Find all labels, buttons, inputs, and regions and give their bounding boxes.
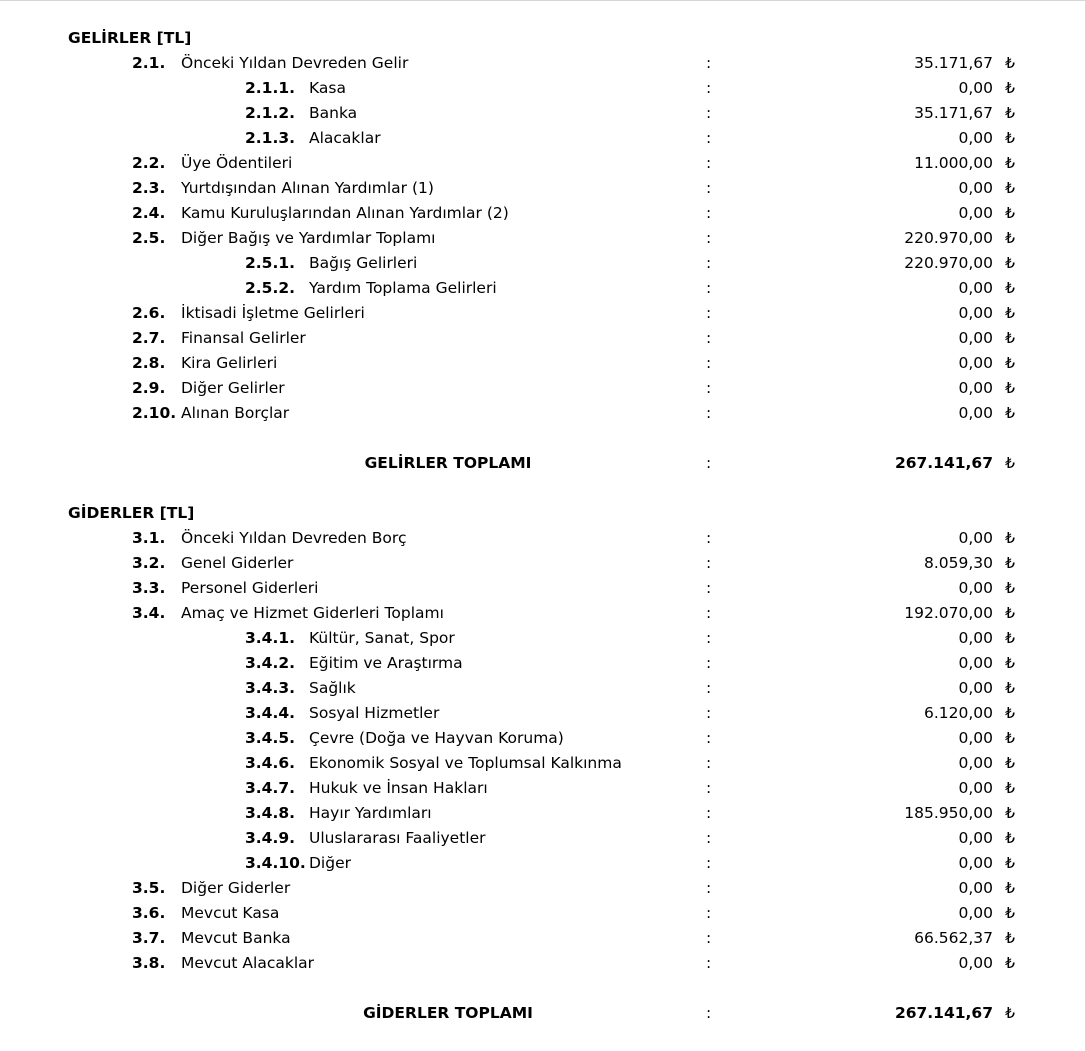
income-item-amount: 0,00	[958, 204, 993, 222]
expense-item-label: Hukuk ve İnsan Hakları	[309, 779, 488, 797]
expense-item-amount: 0,00	[958, 529, 993, 547]
income-item-label: Bağış Gelirleri	[309, 254, 418, 272]
expense-line-item	[0, 551, 1086, 576]
expense-item-amount: 192.070,00	[904, 604, 993, 622]
income-line-item	[0, 201, 1086, 226]
income-line-item	[0, 351, 1086, 376]
income-section-heading: GELİRLER [TL]	[68, 29, 192, 47]
income-item-amount: 11.000,00	[914, 154, 993, 172]
colon-separator: :	[706, 404, 712, 422]
lira-currency-symbol: ₺	[1005, 404, 1015, 422]
colon-separator: :	[706, 1004, 712, 1022]
expense-line-item	[0, 801, 1086, 826]
spacer	[0, 476, 1086, 501]
colon-separator: :	[706, 679, 712, 697]
expense-item-amount: 185.950,00	[904, 804, 993, 822]
lira-currency-symbol: ₺	[1005, 529, 1015, 547]
lira-currency-symbol: ₺	[1005, 279, 1015, 297]
spacer	[0, 426, 1086, 451]
expense-item-amount: 0,00	[958, 629, 993, 647]
expense-item-number: 3.4.	[132, 604, 166, 622]
expense-line-item	[0, 926, 1086, 951]
colon-separator: :	[706, 779, 712, 797]
income-line-item	[0, 276, 1086, 301]
expense-line-item	[0, 951, 1086, 976]
colon-separator: :	[706, 554, 712, 572]
colon-separator: :	[706, 329, 712, 347]
expense-line-item	[0, 576, 1086, 601]
expense-rows	[0, 526, 1086, 976]
lira-currency-symbol: ₺	[1005, 104, 1015, 122]
lira-currency-symbol: ₺	[1005, 804, 1015, 822]
colon-separator: :	[706, 154, 712, 172]
colon-separator: :	[706, 879, 712, 897]
income-item-amount: 220.970,00	[904, 254, 993, 272]
colon-separator: :	[706, 754, 712, 772]
lira-currency-symbol: ₺	[1005, 629, 1015, 647]
lira-currency-symbol: ₺	[1005, 204, 1015, 222]
income-item-label: Alınan Borçlar	[181, 404, 290, 422]
colon-separator: :	[706, 854, 712, 872]
income-line-item	[0, 76, 1086, 101]
expense-item-amount: 0,00	[958, 654, 993, 672]
colon-separator: :	[706, 704, 712, 722]
expense-item-amount: 0,00	[958, 679, 993, 697]
colon-separator: :	[706, 904, 712, 922]
colon-separator: :	[706, 179, 712, 197]
lira-currency-symbol: ₺	[1005, 679, 1015, 697]
colon-separator: :	[706, 379, 712, 397]
income-item-label: Yurtdışından Alınan Yardımlar (1)	[181, 179, 434, 197]
colon-separator: :	[706, 604, 712, 622]
lira-currency-symbol: ₺	[1005, 304, 1015, 322]
expense-item-number: 3.1.	[132, 529, 166, 547]
expense-item-number: 3.3.	[132, 579, 166, 597]
expense-item-amount: 8.059,30	[923, 554, 993, 572]
expense-item-label: Personel Giderleri	[181, 579, 319, 597]
income-item-amount: 0,00	[958, 179, 993, 197]
expense-item-number: 3.6.	[132, 904, 166, 922]
income-item-label: Önceki Yıldan Devreden Gelir	[181, 54, 409, 72]
income-item-number: 2.1.1.	[245, 79, 296, 97]
expense-item-amount: 0,00	[958, 829, 993, 847]
lira-currency-symbol: ₺	[1005, 329, 1015, 347]
expense-item-label: Sosyal Hizmetler	[309, 704, 440, 722]
income-line-item	[0, 226, 1086, 251]
income-item-amount: 0,00	[958, 79, 993, 97]
income-item-number: 2.8.	[132, 354, 166, 372]
colon-separator: :	[706, 579, 712, 597]
income-item-amount: 0,00	[958, 129, 993, 147]
expense-item-label: Sağlık	[309, 679, 356, 697]
income-item-label: Alacaklar	[309, 129, 381, 147]
expense-item-label: Kültür, Sanat, Spor	[309, 629, 455, 647]
lira-currency-symbol: ₺	[1005, 879, 1015, 897]
income-item-label: Kira Gelirleri	[181, 354, 278, 372]
lira-currency-symbol: ₺	[1005, 454, 1015, 472]
income-item-number: 2.5.2.	[245, 279, 296, 297]
expense-line-item	[0, 901, 1086, 926]
income-line-item	[0, 51, 1086, 76]
colon-separator: :	[706, 54, 712, 72]
colon-separator: :	[706, 454, 712, 472]
colon-separator: :	[706, 654, 712, 672]
lira-currency-symbol: ₺	[1005, 354, 1015, 372]
income-item-label: Banka	[309, 104, 358, 122]
expense-item-number: 3.5.	[132, 879, 166, 897]
lira-currency-symbol: ₺	[1005, 1004, 1015, 1022]
income-total-label: GELİRLER TOPLAMI	[364, 454, 532, 472]
income-item-amount: 35.171,67	[914, 104, 993, 122]
expense-line-item	[0, 526, 1086, 551]
expense-item-label: Uluslararası Faaliyetler	[309, 829, 486, 847]
income-item-label: Kamu Kuruluşlarından Alınan Yardımlar (2)	[181, 204, 509, 222]
colon-separator: :	[706, 204, 712, 222]
colon-separator: :	[706, 229, 712, 247]
income-heading-row	[0, 26, 1086, 51]
colon-separator: :	[706, 304, 712, 322]
expense-item-label: Mevcut Kasa	[181, 904, 280, 922]
expense-item-number: 3.4.9.	[245, 829, 296, 847]
lira-currency-symbol: ₺	[1005, 754, 1015, 772]
lira-currency-symbol: ₺	[1005, 829, 1015, 847]
lira-currency-symbol: ₺	[1005, 704, 1015, 722]
expense-item-label: Diğer	[309, 854, 351, 872]
expense-item-label: Mevcut Alacaklar	[181, 954, 315, 972]
lira-currency-symbol: ₺	[1005, 154, 1015, 172]
income-line-item	[0, 376, 1086, 401]
expenses-section-heading: GİDERLER [TL]	[68, 504, 195, 522]
income-item-number: 2.1.3.	[245, 129, 296, 147]
lira-currency-symbol: ₺	[1005, 729, 1015, 747]
expense-item-number: 3.4.5.	[245, 729, 296, 747]
expense-item-number: 3.7.	[132, 929, 166, 947]
expense-item-number: 3.4.8.	[245, 804, 296, 822]
expense-item-amount: 0,00	[958, 779, 993, 797]
income-item-amount: 0,00	[958, 329, 993, 347]
income-line-item	[0, 251, 1086, 276]
expense-line-item	[0, 601, 1086, 626]
income-item-number: 2.1.	[132, 54, 166, 72]
expense-item-number: 3.4.10.	[245, 854, 306, 872]
income-line-item	[0, 126, 1086, 151]
colon-separator: :	[706, 104, 712, 122]
expense-line-item	[0, 676, 1086, 701]
expense-item-amount: 0,00	[958, 854, 993, 872]
expense-line-item	[0, 726, 1086, 751]
lira-currency-symbol: ₺	[1005, 954, 1015, 972]
expense-item-number: 3.8.	[132, 954, 166, 972]
lira-currency-symbol: ₺	[1005, 179, 1015, 197]
income-item-number: 2.4.	[132, 204, 166, 222]
expense-line-item	[0, 751, 1086, 776]
expense-item-label: Ekonomik Sosyal ve Toplumsal Kalkınma	[309, 754, 622, 772]
expense-line-item	[0, 776, 1086, 801]
lira-currency-symbol: ₺	[1005, 579, 1015, 597]
expense-item-amount: 0,00	[958, 879, 993, 897]
expense-item-amount: 0,00	[958, 754, 993, 772]
expense-item-number: 3.4.1.	[245, 629, 296, 647]
income-item-amount: 0,00	[958, 279, 993, 297]
lira-currency-symbol: ₺	[1005, 379, 1015, 397]
income-item-label: İktisadi İşletme Gelirleri	[181, 304, 365, 322]
income-item-number: 2.3.	[132, 179, 166, 197]
spacer	[0, 976, 1086, 1001]
expense-item-number: 3.4.3.	[245, 679, 296, 697]
income-item-amount: 35.171,67	[914, 54, 993, 72]
income-item-number: 2.5.	[132, 229, 166, 247]
income-line-item	[0, 151, 1086, 176]
lira-currency-symbol: ₺	[1005, 54, 1015, 72]
colon-separator: :	[706, 79, 712, 97]
colon-separator: :	[706, 129, 712, 147]
expense-line-item	[0, 626, 1086, 651]
colon-separator: :	[706, 529, 712, 547]
expense-line-item	[0, 851, 1086, 876]
lira-currency-symbol: ₺	[1005, 929, 1015, 947]
expense-line-item	[0, 701, 1086, 726]
colon-separator: :	[706, 279, 712, 297]
income-item-amount: 0,00	[958, 354, 993, 372]
expense-item-number: 3.4.7.	[245, 779, 296, 797]
income-item-amount: 220.970,00	[904, 229, 993, 247]
expense-item-amount: 66.562,37	[914, 929, 993, 947]
income-item-number: 2.5.1.	[245, 254, 296, 272]
expense-item-label: Amaç ve Hizmet Giderleri Toplamı	[181, 604, 444, 622]
expense-item-label: Önceki Yıldan Devreden Borç	[181, 529, 407, 547]
expense-line-item	[0, 876, 1086, 901]
expense-item-number: 3.4.6.	[245, 754, 296, 772]
lira-currency-symbol: ₺	[1005, 79, 1015, 97]
income-item-number: 2.1.2.	[245, 104, 296, 122]
expenses-total-label: GİDERLER TOPLAMI	[363, 1004, 533, 1022]
colon-separator: :	[706, 954, 712, 972]
expenses-total-value: 267.141,67	[894, 1004, 993, 1022]
expense-item-label: Hayır Yardımları	[309, 804, 432, 822]
lira-currency-symbol: ₺	[1005, 654, 1015, 672]
income-total-row	[0, 451, 1086, 476]
expense-item-label: Mevcut Banka	[181, 929, 291, 947]
expense-line-item	[0, 651, 1086, 676]
colon-separator: :	[706, 729, 712, 747]
income-item-number: 2.7.	[132, 329, 166, 347]
income-item-label: Kasa	[309, 79, 346, 97]
colon-separator: :	[706, 929, 712, 947]
lira-currency-symbol: ₺	[1005, 854, 1015, 872]
expense-item-amount: 0,00	[958, 954, 993, 972]
income-item-label: Diğer Bağış ve Yardımlar Toplamı	[181, 229, 436, 247]
expense-item-amount: 6.120,00	[923, 704, 993, 722]
expense-item-label: Genel Giderler	[181, 554, 294, 572]
colon-separator: :	[706, 804, 712, 822]
colon-separator: :	[706, 829, 712, 847]
lira-currency-symbol: ₺	[1005, 904, 1015, 922]
income-line-item	[0, 101, 1086, 126]
income-item-amount: 0,00	[958, 304, 993, 322]
lira-currency-symbol: ₺	[1005, 254, 1015, 272]
colon-separator: :	[706, 254, 712, 272]
colon-separator: :	[706, 354, 712, 372]
lira-currency-symbol: ₺	[1005, 554, 1015, 572]
financial-statement	[0, 26, 1086, 1026]
expense-item-number: 3.4.2.	[245, 654, 296, 672]
income-item-label: Finansal Gelirler	[181, 329, 306, 347]
income-total-value: 267.141,67	[894, 454, 993, 472]
expenses-heading-row	[0, 501, 1086, 526]
income-item-amount: 0,00	[958, 404, 993, 422]
income-item-label: Üye Ödentileri	[181, 154, 293, 172]
income-item-amount: 0,00	[958, 379, 993, 397]
expense-item-label: Çevre (Doğa ve Hayvan Koruma)	[309, 729, 564, 747]
lira-currency-symbol: ₺	[1005, 129, 1015, 147]
income-line-item	[0, 401, 1086, 426]
income-item-label: Yardım Toplama Gelirleri	[309, 279, 497, 297]
expense-item-amount: 0,00	[958, 579, 993, 597]
income-item-number: 2.6.	[132, 304, 166, 322]
income-rows	[0, 51, 1086, 426]
income-line-item	[0, 176, 1086, 201]
income-line-item	[0, 326, 1086, 351]
income-item-number: 2.9.	[132, 379, 166, 397]
lira-currency-symbol: ₺	[1005, 229, 1015, 247]
expense-item-label: Diğer Giderler	[181, 879, 291, 897]
expense-item-amount: 0,00	[958, 729, 993, 747]
expense-item-number: 3.4.4.	[245, 704, 296, 722]
income-line-item	[0, 301, 1086, 326]
colon-separator: :	[706, 629, 712, 647]
income-item-number: 2.2.	[132, 154, 166, 172]
expense-item-label: Eğitim ve Araştırma	[309, 654, 463, 672]
income-item-number: 2.10.	[132, 404, 177, 422]
expense-line-item	[0, 826, 1086, 851]
lira-currency-symbol: ₺	[1005, 779, 1015, 797]
lira-currency-symbol: ₺	[1005, 604, 1015, 622]
expenses-total-row	[0, 1001, 1086, 1026]
expense-item-amount: 0,00	[958, 904, 993, 922]
expense-item-number: 3.2.	[132, 554, 166, 572]
income-item-label: Diğer Gelirler	[181, 379, 285, 397]
